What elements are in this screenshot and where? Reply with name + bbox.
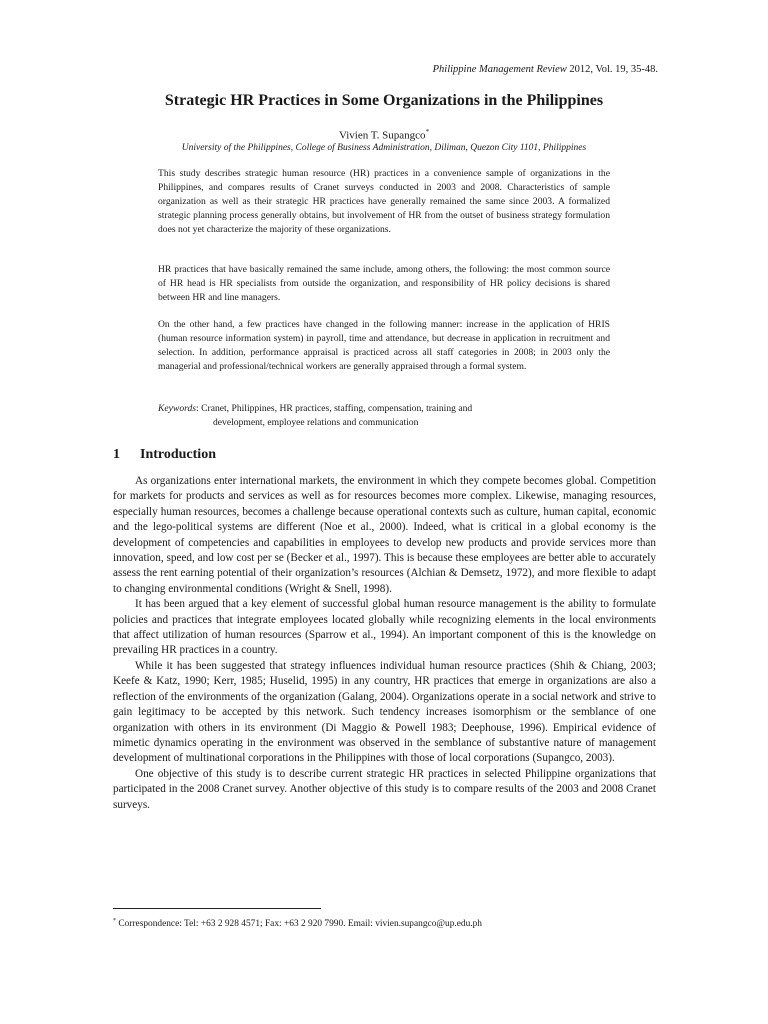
body-paragraph: As organizations enter international markets, the environment in which they compete becomes global. Competition for markets for products and services as well as for resources becomes more complex. Likewise, managing resources, especially human resources, becomes a challenge because operational contexts such as culture, human capital, economic and the lego-political systems are different (Noe et al., 2000). Indeed, what is critical in a global economy is the development of competencies and capabilities in employees to develop new products and provide services more than innovation, speed, and low cost per se (Becker et al., 1997). This is because these employees are better able to accurately assess the rent earning potential of their organization’s resources (Alchian & Demsetz, 1972), and more flexible to adapt to changing environmental conditions (Wright & Snell, 1998). (113, 475, 656, 595)
abstract-paragraph: HR practices that have basically remained the same include, among others, the following: the most common source of HR head is HR specialists from outside the organization, and responsibility of HR policy decisions is shared between HR and line managers. (158, 264, 610, 303)
section-number: 1 (113, 447, 120, 462)
footnote-rule (113, 908, 321, 909)
keywords-label: Keywords (158, 403, 197, 414)
author-line (110, 128, 658, 142)
footnote-marker: * (113, 918, 116, 924)
author-footnote-marker[interactable]: * (425, 128, 430, 136)
section-heading (113, 447, 216, 463)
section-title: Introduction (140, 447, 216, 462)
journal-citation (433, 64, 658, 75)
footnote (113, 918, 482, 929)
footnote-text: Correspondence: Tel: +63 2 928 4571; Fax: +63 2 920 7990. Email: vivien.supangco@up.edu.ph (118, 919, 482, 930)
keywords-line-1: Cranet, Philippines, HR practices, staffing, compensation, training and (201, 403, 473, 414)
paper-title: Strategic HR Practices in Some Organizations in the Philippines (164, 92, 604, 109)
section-body (113, 474, 656, 813)
abstract-paragraph: This study describes strategic human resource (HR) practices in a convenience sample of organizations in the Philippines, and compares results of Cranet surveys conducted in 2003 and 2008. Characteristics of sample organization as well as their strategic HR practices have generally remained the same since 2003. A formalized strategic planning process generally obtains, but involvement of HR from the outset of business strategy formulation does not yet characterize the majority of these organizations. (158, 168, 610, 235)
author-name: Vivien T. Supangco (338, 129, 426, 142)
journal-name: Philippine Management Review (432, 64, 567, 75)
body-paragraph: While it has been suggested that strategy influences individual human resource practices (Shih & Chiang, 2003; Keefe & Katz, 1990; Kerr, 1985; Huselid, 1995) in any country, HR practices that emerge in organizations are also a reflection of the environments of the organization (Galang, 2004). Organizations operate in a social network and strive to gain legitimacy to be accepted by this network. Such tendency increases isomorphism or the semblance of one organization with others in its environment (Di Maggio & Powell 1983; Deephouse, 1996). Empirical evidence of mimetic dynamics operating in the environment was observed in the semblance of substantive nature of management development of multinational corporations in the Philippines with those of local corporations (Supangco, 2003). (113, 659, 656, 765)
abstract-paragraph: On the other hand, a few practices have changed in the following manner: increase in the application of HRIS (human resource information system) in payroll, time and attendance, but decrease in application in recruitment and selection. In addition, performance appraisal is practiced across all staff categories in 2008; in 2003 only the managerial and professional/technical workers are generally appraised through a formal system. (158, 319, 610, 372)
author-affiliation: University of the Philippines, College of Business Administration, Diliman, Quezon City 1101, Philippines (181, 143, 587, 153)
keywords-line-2: development, employee relations and communication (213, 417, 419, 428)
body-paragraph: It has been argued that a key element of successful global human resource management is the ability to formulate policies and practices that integrate employees located globally while recognizing elements in the local environments that affect utilization of human resources (Sparrow et al., 1994). An important component of this is the knowledge on prevailing HR practices in a country. (113, 598, 656, 657)
keywords-block: Keywords: Cranet, Philippines, HR practices, staffing, compensation, training and development, employee relations and communication (158, 402, 610, 430)
journal-volume: 2012, Vol. 19, 35-48. (569, 64, 658, 75)
body-paragraph: One objective of this study is to describe current strategic HR practices in selected Philippine organizations that participated in the 2008 Cranet survey. Another objective of this study is to compare results of the 2003 and 2008 Cranet surveys. (113, 767, 656, 811)
